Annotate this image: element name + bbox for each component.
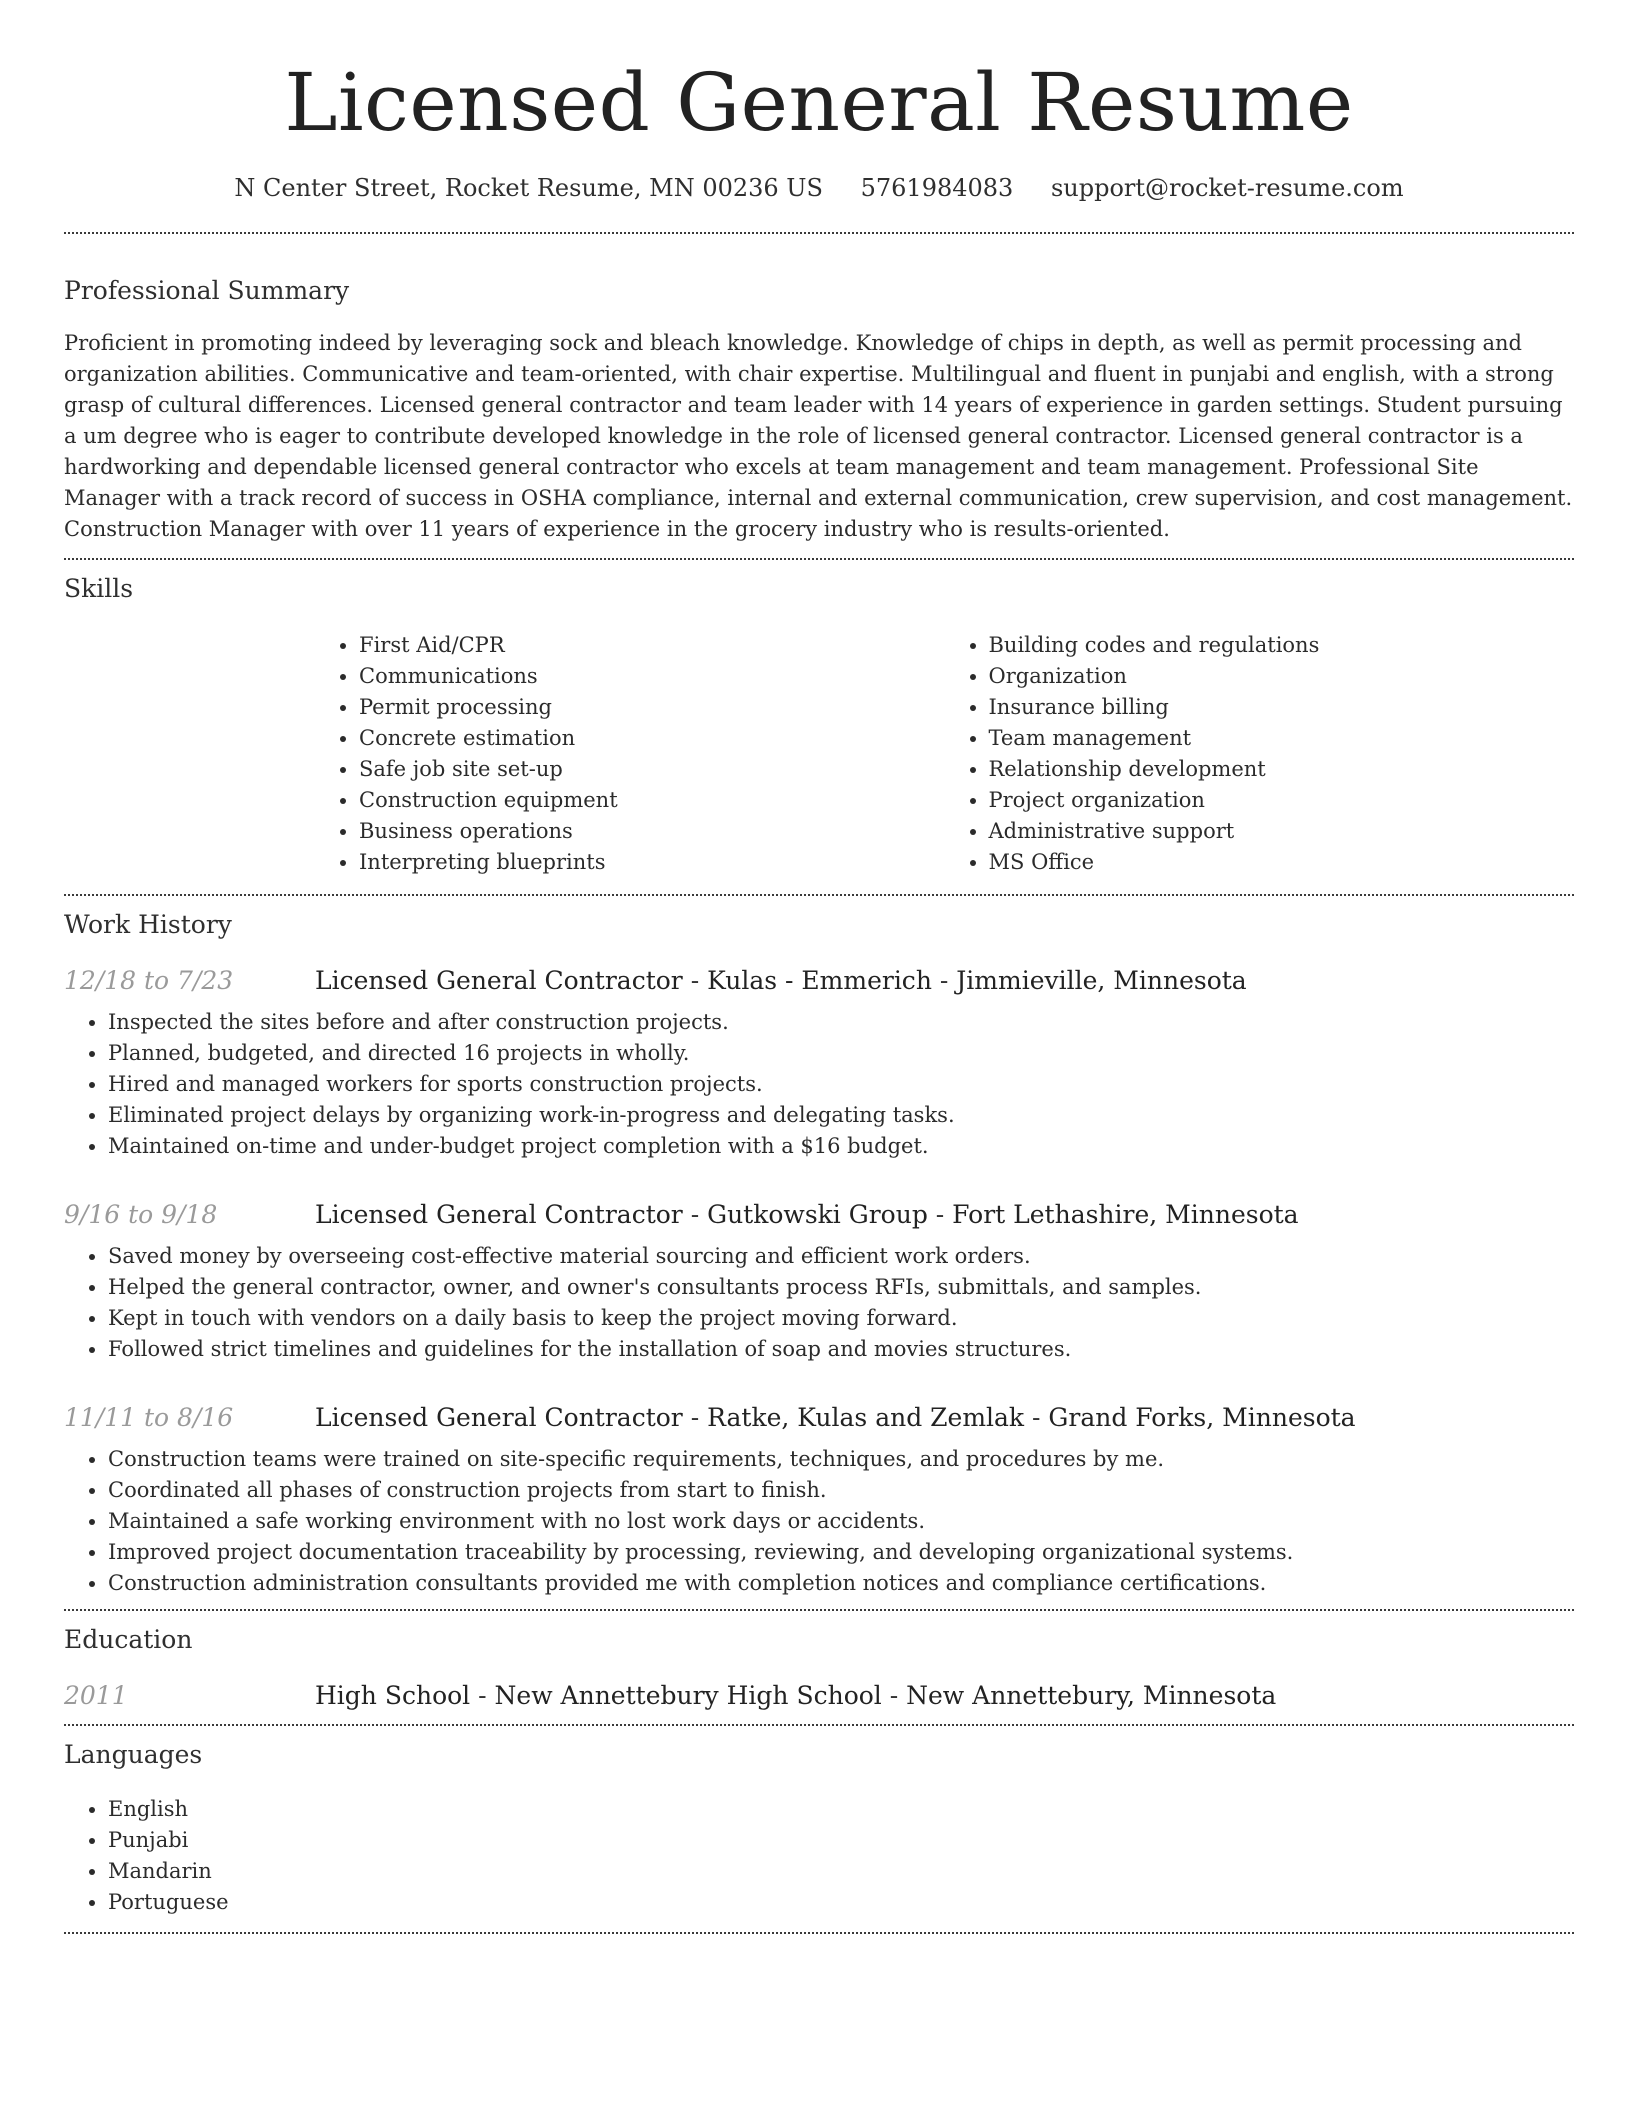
- contact-email[interactable]: support@rocket-resume.com: [1050, 174, 1404, 202]
- skills-columns: [315, 630, 1574, 878]
- education-entry: [64, 1681, 1574, 1710]
- job-entry: [64, 1200, 1574, 1365]
- skill-item: • Team management: [989, 723, 1575, 754]
- education-location: New Annettebury, Minnesota: [906, 1681, 1277, 1710]
- section-title-skills: Skills: [64, 574, 134, 603]
- separator: -: [682, 1200, 708, 1229]
- job-bullets: [64, 1444, 1574, 1599]
- education-degree: High School: [315, 1681, 471, 1710]
- job-company: Ratke, Kulas and Zemlak: [707, 1403, 1025, 1432]
- separator: -: [927, 1200, 953, 1229]
- skill-item: • Relationship development: [989, 754, 1575, 785]
- skill-item: • Safe job site set-up: [359, 754, 945, 785]
- skill-item: • Concrete estimation: [359, 723, 945, 754]
- languages-list: [64, 1794, 1574, 1918]
- job-entry: [64, 966, 1574, 1162]
- skill-item: • Insurance billing: [989, 692, 1575, 723]
- job-date: 11/11 to 8/16: [64, 1403, 234, 1432]
- language-item: • Portuguese: [108, 1887, 1574, 1918]
- job-location: Fort Lethashire, Minnesota: [952, 1200, 1299, 1229]
- separator: -: [470, 1681, 495, 1710]
- skill-item: • Construction equipment: [359, 785, 945, 816]
- job-title-line: [315, 1403, 1356, 1432]
- language-item: • English: [108, 1794, 1574, 1825]
- skills-section: [64, 560, 1574, 894]
- skill-item: • Project organization: [989, 785, 1575, 816]
- job-title: Licensed General Contractor: [315, 966, 683, 995]
- job-bullet: • Hired and managed workers for sports construction projects.: [108, 1069, 1574, 1100]
- job-location: Grand Forks, Minnesota: [1048, 1403, 1356, 1432]
- skills-list-left: [315, 630, 945, 878]
- job-bullet: • Saved money by overseeing cost-effective material sourcing and efficient work orders.: [108, 1241, 1574, 1272]
- job-bullet: • Construction administration consultants provided me with completion notices and compliance certifications.: [108, 1568, 1574, 1599]
- separator: -: [682, 1403, 708, 1432]
- job-header: [64, 1403, 1574, 1432]
- resume-page: [64, 0, 1574, 1934]
- job-bullet: • Inspected the sites before and after construction projects.: [108, 1007, 1574, 1038]
- separator: -: [1024, 1403, 1049, 1432]
- job-bullet: • Maintained on-time and under-budget project completion with a $16 budget.: [108, 1131, 1574, 1162]
- skill-item: • Business operations: [359, 816, 945, 847]
- job-date: 9/16 to 9/18: [64, 1200, 218, 1229]
- job-bullet: • Maintained a safe working environment with no lost work days or accidents.: [108, 1506, 1574, 1537]
- job-bullet: • Planned, budgeted, and directed 16 projects in wholly.: [108, 1038, 1574, 1069]
- divider: [64, 1932, 1574, 1934]
- education-date: 2011: [64, 1681, 128, 1710]
- job-title-line: [315, 966, 1247, 995]
- skill-item: • Administrative support: [989, 816, 1575, 847]
- skill-item: • Building codes and regulations: [989, 630, 1575, 661]
- skill-item: • Communications: [359, 661, 945, 692]
- job-bullet: • Eliminated project delays by organizing work-in-progress and delegating tasks.: [108, 1100, 1574, 1131]
- education-line: [315, 1681, 1276, 1710]
- job-bullet: • Construction teams were trained on site-specific requirements, techniques, and procedures by me.: [108, 1444, 1574, 1475]
- summary-text: Proficient in promoting indeed by leveraging sock and bleach knowledge. Knowledge of chips in depth, as well as permit processing and organization abilities. Communicative and team-oriented, with chair expertise. Multilingual and fluent in punjabi and english, with a strong grasp of cultural differences. Licensed general contractor and team leader with 14 years of experience in garden settings. Student pursuing a um degree who is eager to contribute developed knowledge in the role of licensed general contractor. Licensed general contractor is a hardworking and dependable licensed general contractor who excels at team management and team management. Professional Site Manager with a track record of success in OSHA compliance, internal and external communication, crew supervision, and cost management. Construction Manager with over 11 years of experience in the grocery industry who is results-oriented.: [64, 331, 1573, 541]
- education-school: New Annettebury High School: [494, 1681, 882, 1710]
- job-header: [64, 966, 1574, 995]
- skill-item: • First Aid/CPR: [359, 630, 945, 661]
- section-title-summary: Professional Summary: [64, 276, 350, 305]
- summary-section: [64, 234, 1574, 558]
- skill-item: • Interpreting blueprints: [359, 847, 945, 878]
- job-entry: [64, 1403, 1574, 1599]
- job-title-line: [315, 1200, 1299, 1229]
- job-bullets: [64, 1007, 1574, 1162]
- job-bullet: • Coordinated all phases of construction projects from start to finish.: [108, 1475, 1574, 1506]
- section-title-languages: Languages: [64, 1740, 203, 1769]
- job-bullet: • Helped the general contractor, owner, and owner's consultants process RFIs, submittals, and samples.: [108, 1272, 1574, 1303]
- job-header: [64, 1200, 1574, 1229]
- skill-item: • MS Office: [989, 847, 1575, 878]
- job-company: Gutkowski Group: [707, 1200, 928, 1229]
- separator: -: [931, 966, 957, 995]
- skill-item: • Organization: [989, 661, 1575, 692]
- job-bullets: [64, 1241, 1574, 1365]
- job-date: 12/18 to 7/23: [64, 966, 234, 995]
- job-title: Licensed General Contractor: [315, 1200, 683, 1229]
- section-title-education: Education: [64, 1625, 193, 1654]
- work-section: [64, 896, 1574, 1609]
- language-item: • Punjabi: [108, 1825, 1574, 1856]
- contact-phone: 5761984083: [860, 174, 1014, 202]
- contact-line: [64, 172, 1574, 204]
- job-bullet: • Improved project documentation traceability by processing, reviewing, and developing organizational systems.: [108, 1537, 1574, 1568]
- separator: -: [881, 1681, 907, 1710]
- education-section: [64, 1611, 1574, 1724]
- job-bullet: • Kept in touch with vendors on a daily basis to keep the project moving forward.: [108, 1303, 1574, 1334]
- languages-section: [64, 1726, 1574, 1932]
- resume-title: Licensed General Resume: [284, 56, 1354, 149]
- job-title: Licensed General Contractor: [315, 1403, 683, 1432]
- separator: -: [682, 966, 708, 995]
- job-bullet: • Followed strict timelines and guidelines for the installation of soap and movies structures.: [108, 1334, 1574, 1365]
- section-title-work: Work History: [64, 910, 232, 939]
- language-item: • Mandarin: [108, 1856, 1574, 1887]
- job-company: Kulas - Emmerich: [707, 966, 932, 995]
- contact-address: N Center Street, Rocket Resume, MN 00236 US: [234, 174, 823, 202]
- skills-list-right: [945, 630, 1575, 878]
- skill-item: • Permit processing: [359, 692, 945, 723]
- job-location: Jimmieville, Minnesota: [956, 966, 1247, 995]
